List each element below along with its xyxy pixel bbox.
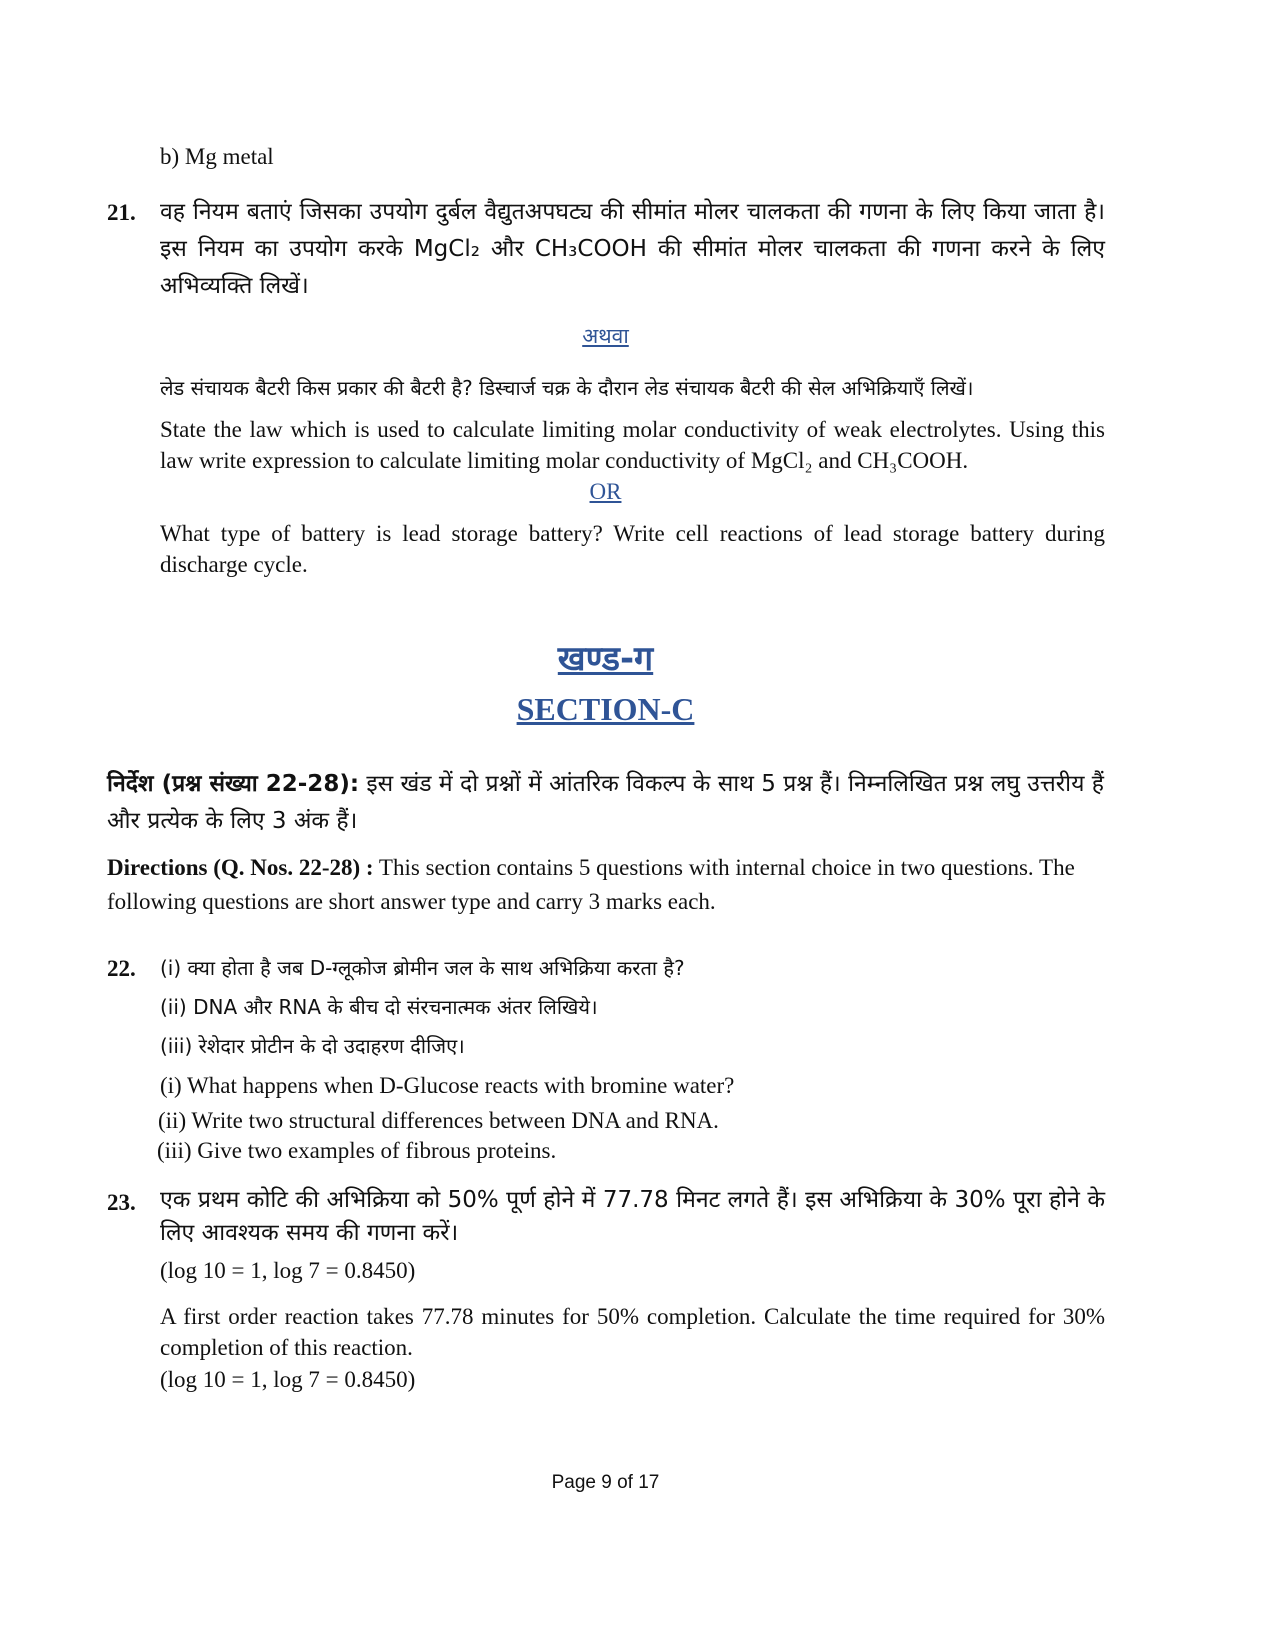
page-number-footer: Page 9 of 17: [551, 1472, 660, 1493]
q23-english-log-values: (log 10 = 1, log 7 = 0.8450): [160, 1367, 416, 1392]
directions-hindi-text: इस खंड में दो प्रश्नों में आंतरिक विकल्प के साथ 5 प्रश्न हैं। निम्नलिखित प्रश्न लघु उत्तरीय हैं और प्रत्येक के लिए 3 अंक हैं।: [107, 771, 1104, 834]
section-english-title: SECTION-C: [516, 691, 695, 727]
directions-hindi-label: निर्देश (प्रश्न संख्या 22-28):: [107, 771, 360, 797]
q20-option-b: b) Mg metal: [160, 144, 274, 169]
q22-hindi-part-2: (ii) DNA और RNA के बीच दो संरचनात्मक अंतर लिखिये।: [160, 995, 598, 1019]
directions-hindi: [107, 766, 1105, 840]
q22-hindi-part-3: (iii) रेशेदार प्रोटीन के दो उदाहरण दीजिए।: [160, 1034, 465, 1058]
q22-english-part-1: (i) What happens when D-Glucose reacts with bromine water?: [160, 1073, 735, 1098]
q23-hindi: एक प्रथम कोटि की अभिक्रिया को 50% पूर्ण होने में 77.78 मिनट लगते हैं। इस अभिक्रिया के 30% पूरा होने के लिए आवश्यक समय की गणना करें।: [160, 1187, 1105, 1246]
q22-english-part-2: (ii) Write two structural differences between DNA and RNA.: [158, 1108, 719, 1133]
q21-english-question: State the law which is used to calculate limiting molar conductivity of weak electrolytes. Using this law write expression to calculate limiting molar conductivity of MgCl₂ and CH₃COOH.: [160, 417, 1105, 473]
q21-hindi-alternative: लेड संचायक बैटरी किस प्रकार की बैटरी है? डिस्चार्ज चक्र के दौरान लेड संचायक बैटरी की सेल अभिक्रियाएँ लिखें।: [160, 376, 974, 400]
q21-number: 21.: [107, 200, 136, 225]
q21-hindi-or: अथवा: [582, 324, 629, 348]
q22-hindi-part-1: (i) क्या होता है जब D-ग्लूकोज ब्रोमीन जल के साथ अभिक्रिया करता है?: [160, 956, 685, 980]
section-hindi-title: खण्ड-ग: [557, 639, 654, 679]
q23-number: 23.: [107, 1190, 136, 1215]
q21-hindi-question: वह नियम बताएं जिसका उपयोग दुर्बल वैद्युतअपघट्य की सीमांत मोलर चालकता की गणना के लिए किया जाता है। इस नियम का उपयोग करके MgCl₂ और CH₃COOH की सीमांत मोलर चालकता की गणना करने के लिए अभिव्यक्ति लिखें।: [160, 199, 1105, 299]
q23-english: A first order reaction takes 77.78 minutes for 50% completion. Calculate the time required for 30% completion of this reaction.: [160, 1304, 1105, 1360]
q21-english-or: OR: [589, 479, 622, 504]
directions-english-label: Directions (Q. Nos. 22-28) :: [107, 855, 374, 880]
q22-english-part-3: (iii) Give two examples of fibrous proteins.: [157, 1138, 557, 1163]
directions-english-text: This section contains 5 questions with internal choice in two questions. The following questions are short answer type and carry 3 marks each.: [107, 855, 1075, 914]
directions-english: [107, 851, 1105, 919]
q22-number: 22.: [107, 956, 136, 981]
q21-english-alternative: What type of battery is lead storage battery? Write cell reactions of lead storage battery during discharge cycle.: [160, 521, 1105, 577]
q23-hindi-log-values: (log 10 = 1, log 7 = 0.8450): [160, 1258, 416, 1283]
